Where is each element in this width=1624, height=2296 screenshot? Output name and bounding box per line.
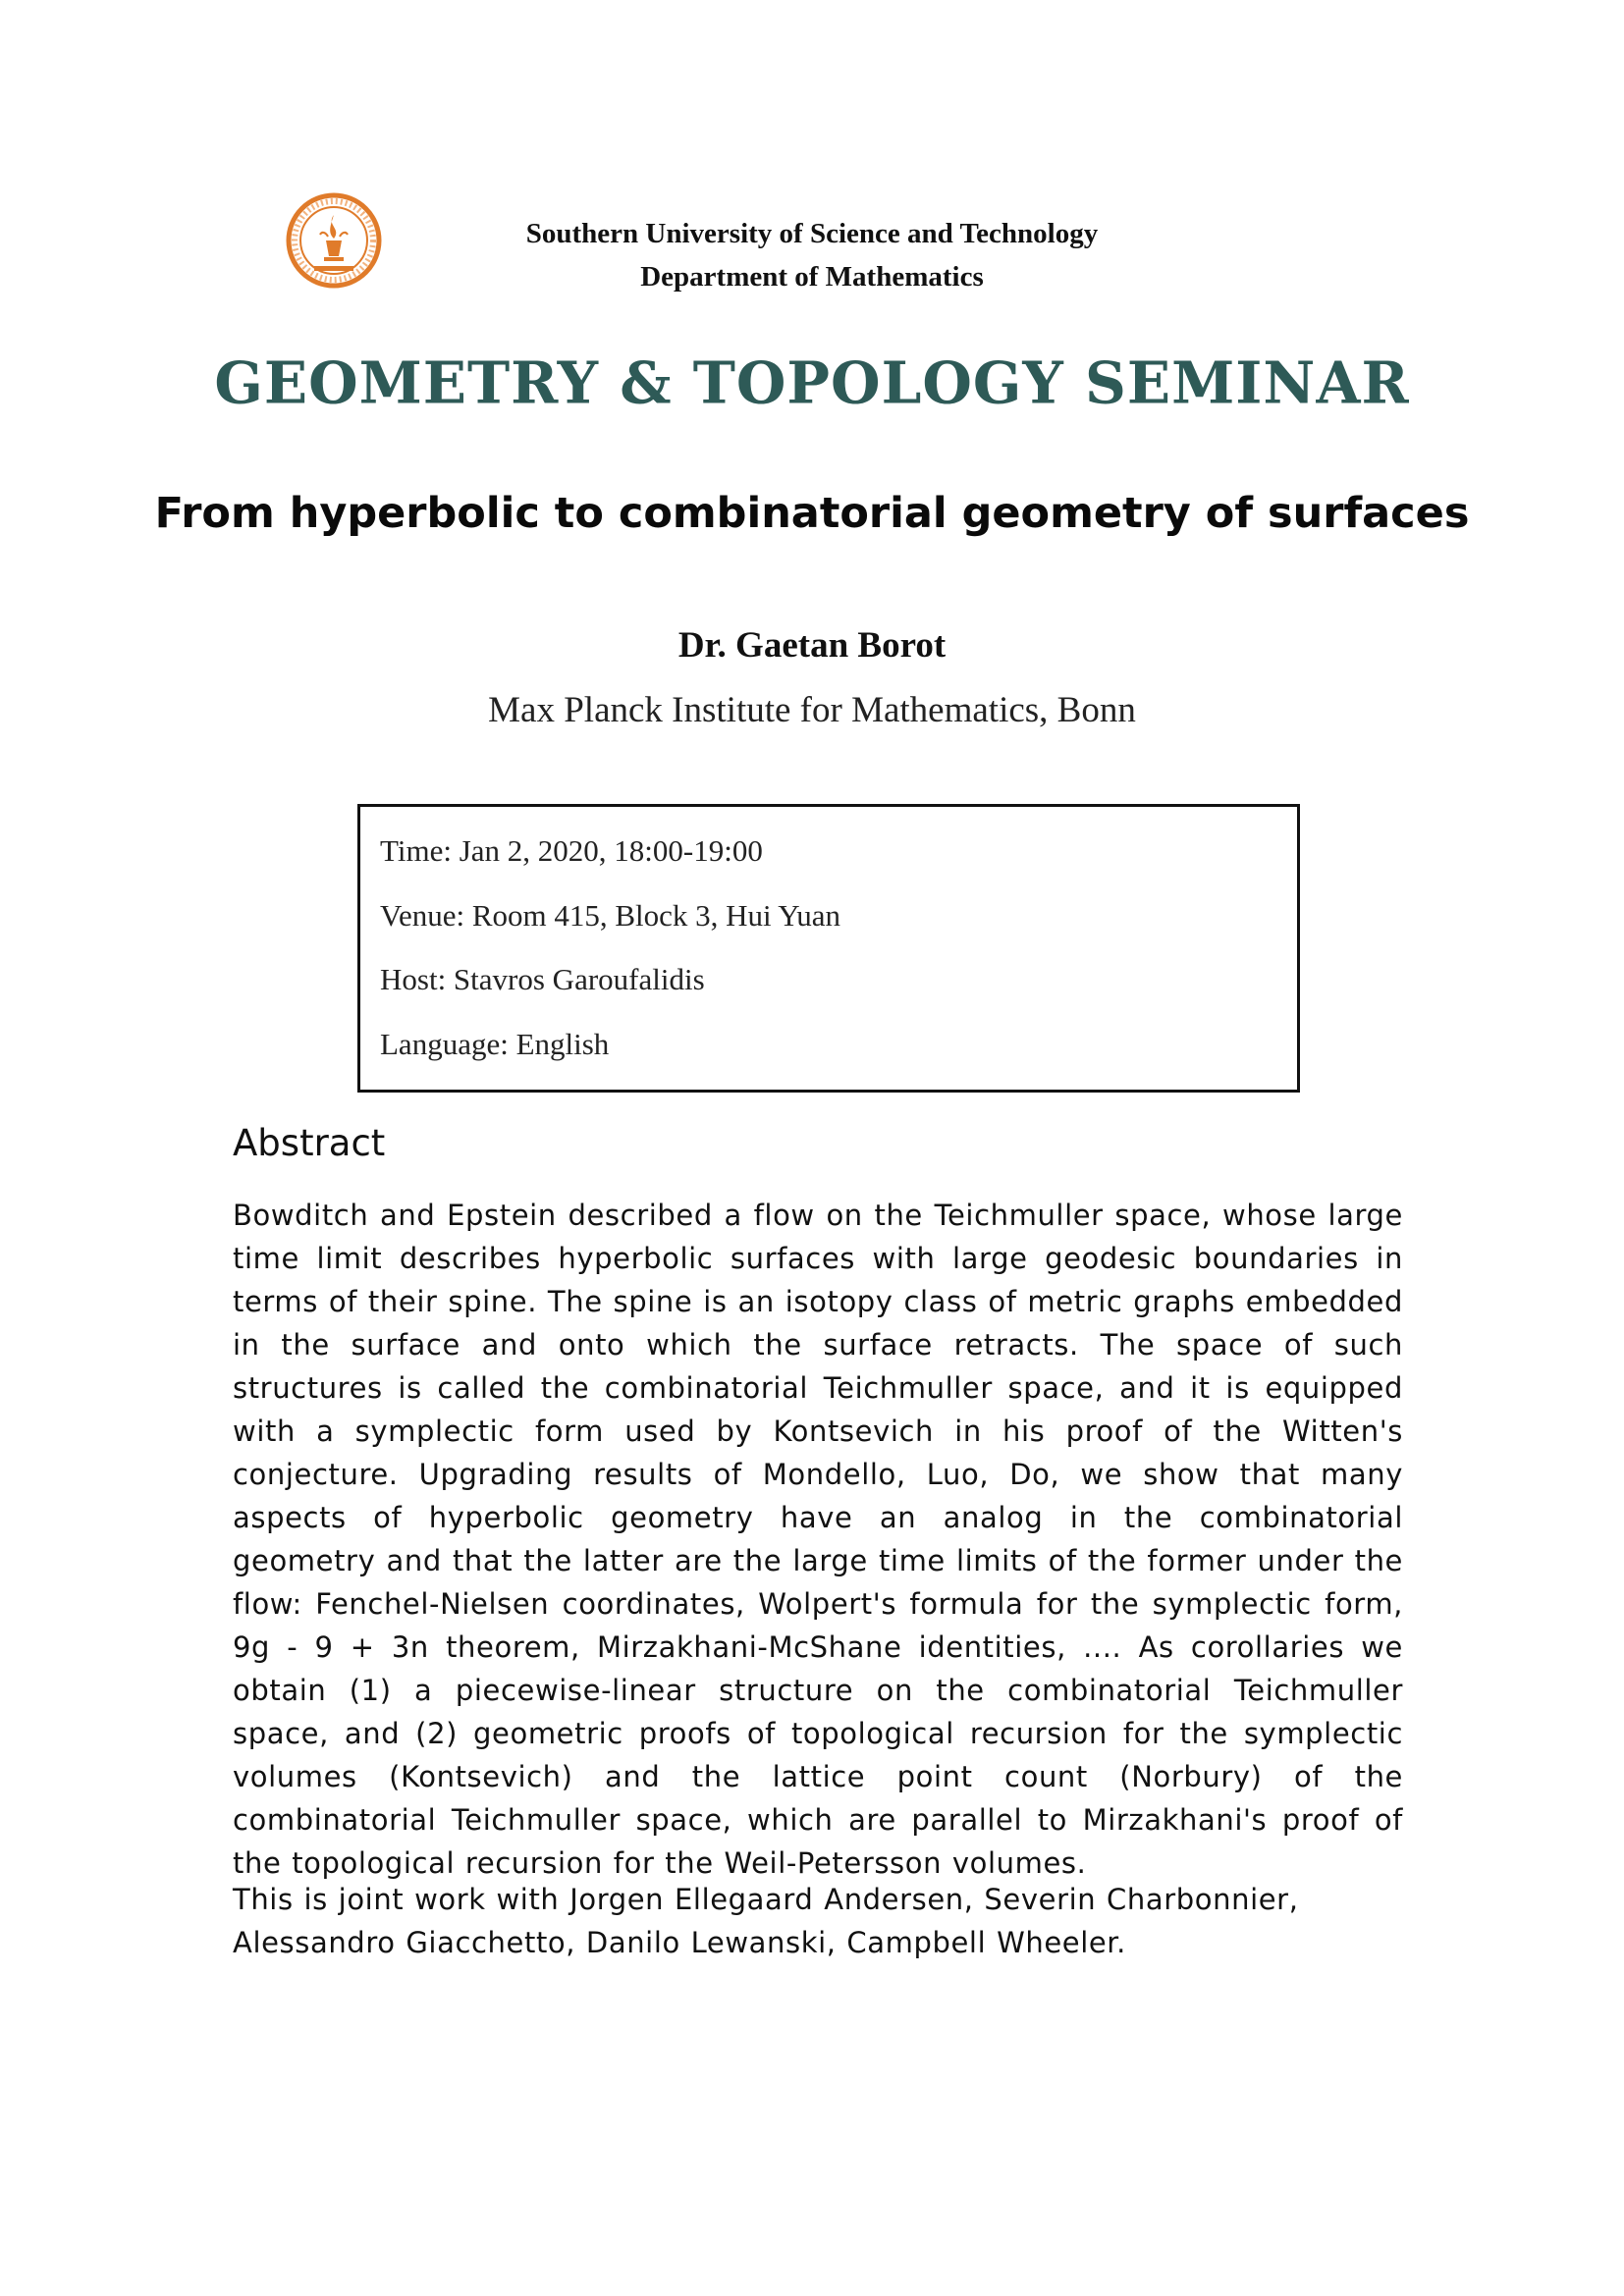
event-language: Language: English: [380, 1027, 610, 1061]
department-name: Department of Mathematics: [640, 261, 984, 293]
event-info-box: [357, 804, 1300, 1093]
event-host: Host: Stavros Garoufalidis: [380, 962, 705, 996]
event-venue: Venue: Room 415, Block 3, Hui Yuan: [380, 898, 840, 933]
speaker-affiliation: Max Planck Institute for Mathematics, Bonn: [488, 690, 1136, 730]
event-time: Time: Jan 2, 2020, 18:00-19:00: [380, 833, 763, 868]
abstract-heading: Abstract: [233, 1122, 386, 1164]
joint-work-note: This is joint work with Jorgen Ellegaard Andersen, Severin Charbonnier, Alessandro Giacchetto, Danilo Lewanski, Campbell Wheeler.: [233, 1883, 1299, 1959]
abstract-body: Bowditch and Epstein described a flow on the Teichmuller space, whose large time limit describes hyperbolic surfaces with large geodesic boundaries in terms of their spine. The spine is an isotopy class of metric graphs embedded in the surface and onto which the surface retracts. The space of such structures is called the combinatorial Teichmuller space, and it is equipped with a symplectic form used by Kontsevich in his proof of the Witten's conjecture. Upgrading results of Mondello, Luo, Do, we show that many aspects of hyperbolic geometry have an analog in the combinatorial geometry and that the latter are the large time limits of the former under the flow: Fenchel-Nielsen coordinates, Wolpert's formula for the symplectic form, 9g - 9 + 3n theorem, Mirzakhani-McShane identities, .... As corollaries we obtain (1) a piecewise-linear structure on the combinatorial Teichmuller space, and (2) geometric proofs of topological recursion for the symplectic volumes (Kontsevich) and the lattice point count (Norbury) of the combinatorial Teichmuller space, which are parallel to Mirzakhani's proof of the topological recursion for the Weil-Petersson volumes.: [233, 1199, 1403, 1880]
seminar-series-title: GEOMETRY & TOPOLOGY SEMINAR: [214, 348, 1410, 417]
talk-title: From hyperbolic to combinatorial geometry of surfaces: [154, 489, 1470, 538]
institution-name: Southern University of Science and Technology: [525, 218, 1099, 249]
speaker-name: Dr. Gaetan Borot: [677, 625, 947, 666]
